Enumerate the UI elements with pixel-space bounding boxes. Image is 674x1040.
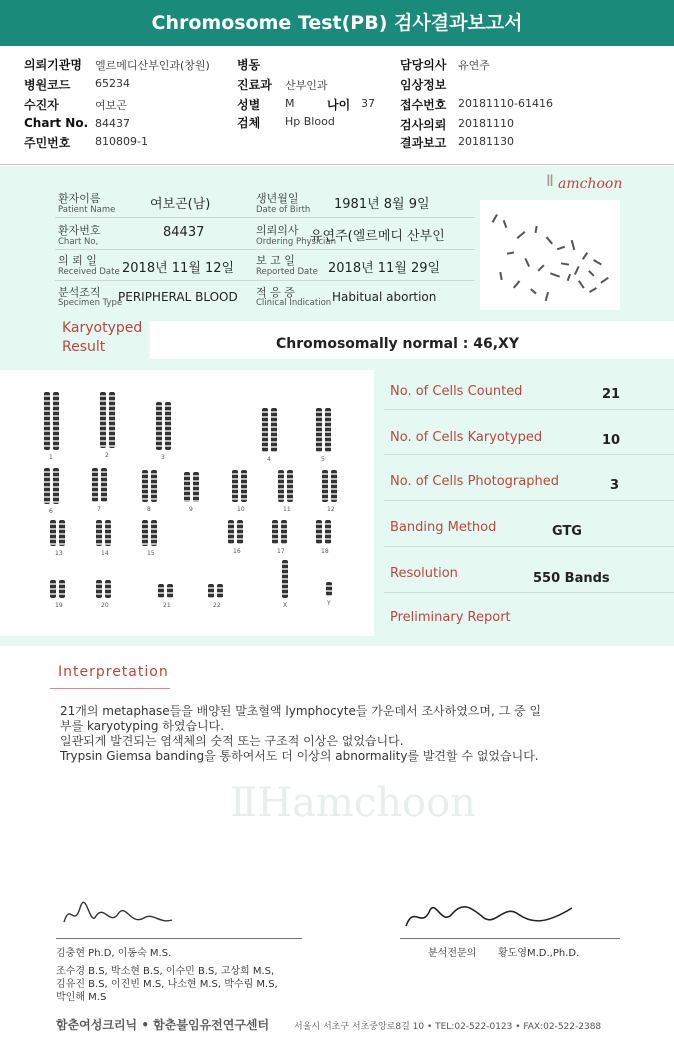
stats-divider bbox=[384, 454, 674, 455]
patient-info-block bbox=[0, 54, 674, 164]
chromosome-number-label: 17 bbox=[277, 548, 285, 555]
dob-value: 1981년 8월 9일 bbox=[334, 197, 430, 212]
received-sub: Received Date bbox=[58, 267, 120, 277]
patient-name-value: 여보곤(남) bbox=[150, 197, 211, 212]
dept-value: 산부인과 bbox=[285, 79, 328, 92]
chromosome-19 bbox=[59, 580, 65, 598]
resolution-label: Resolution bbox=[390, 566, 458, 581]
reported-label: 보 고 일 bbox=[256, 254, 295, 267]
ordering-value: 유연주(엘르메디 산부인 bbox=[310, 229, 445, 244]
dob-sub: Date of Birth bbox=[256, 205, 311, 215]
interpretation-text bbox=[60, 704, 640, 764]
row-divider bbox=[55, 217, 475, 218]
received-value: 2018년 11월 12일 bbox=[122, 261, 235, 276]
chromosome-11 bbox=[278, 470, 284, 502]
cells-counted-value: 21 bbox=[602, 387, 621, 402]
chromosome-6 bbox=[53, 468, 59, 504]
chromosome-20 bbox=[105, 580, 111, 598]
chromosome-number-label: 20 bbox=[101, 602, 109, 609]
chromosome-number-label: 5 bbox=[321, 456, 325, 463]
signature-line bbox=[56, 938, 302, 939]
report-label: 결과보고 bbox=[400, 136, 447, 150]
specimen-value: Hp Blood bbox=[285, 115, 335, 128]
right-signature-image bbox=[400, 896, 580, 936]
chromosome-number-label: 4 bbox=[267, 456, 271, 463]
chromosome-number-label: 6 bbox=[49, 508, 53, 515]
chromosome-21 bbox=[158, 584, 164, 598]
chromosome-number-label: 3 bbox=[161, 454, 165, 461]
code-value: 65234 bbox=[95, 77, 130, 90]
left-signature-image bbox=[60, 898, 180, 936]
chromosome-13 bbox=[50, 520, 56, 546]
cells-photographed-label: No. of Cells Photographed bbox=[390, 474, 559, 489]
chromosome-7 bbox=[101, 468, 107, 502]
request-value: 20181110 bbox=[458, 117, 514, 130]
preliminary-report-label: Preliminary Report bbox=[390, 610, 511, 625]
karyotype-label-line2: Result bbox=[62, 339, 106, 355]
karyotype-label-line1: Karyotyped bbox=[62, 320, 143, 336]
hamchoon-watermark: ⅡHamchoon bbox=[230, 780, 476, 826]
chromosome-2 bbox=[109, 392, 115, 448]
chart-no-value: 84437 bbox=[163, 225, 205, 240]
indication-label: 적 응 증 bbox=[256, 286, 295, 299]
specimen-label: 검체 bbox=[237, 116, 261, 130]
reported-sub: Reported Date bbox=[256, 267, 318, 277]
banding-method-value: GTG bbox=[552, 524, 582, 539]
chromosome-15 bbox=[151, 520, 157, 546]
chromosome-number-label: Y bbox=[327, 600, 331, 607]
report-value: 20181130 bbox=[458, 135, 514, 148]
age-label: 나이 bbox=[327, 98, 351, 112]
received-label: 의 뢰 일 bbox=[58, 254, 97, 267]
chromosome-18 bbox=[325, 520, 331, 544]
chromosome-4 bbox=[271, 408, 277, 452]
chromosome-17 bbox=[272, 520, 278, 544]
left-signer-names: 김충현 Ph.D, 이동숙 M.S. bbox=[56, 948, 172, 959]
chromosome-number-label: 1 bbox=[49, 454, 53, 461]
chromosome-17 bbox=[281, 520, 287, 544]
report-title: Chromosome Test(PB) 검사결과보고서 bbox=[0, 0, 674, 46]
receipt-value: 20181110-61416 bbox=[458, 97, 553, 110]
id-label: 주민번호 bbox=[24, 136, 71, 150]
chromosome-14 bbox=[96, 520, 102, 546]
stats-divider bbox=[384, 546, 674, 547]
chromosome-number-label: 10 bbox=[237, 506, 245, 513]
chromosome-6 bbox=[44, 468, 50, 504]
id-value: 810809-1 bbox=[95, 135, 148, 148]
chromosome-number-label: 21 bbox=[163, 602, 171, 609]
chart-label: Chart No. bbox=[24, 116, 89, 130]
row-divider bbox=[55, 249, 475, 250]
chromosome-14 bbox=[105, 520, 111, 546]
chart-no-label: 환자번호 bbox=[58, 224, 101, 237]
request-label: 검사의뢰 bbox=[400, 118, 447, 132]
watermark-text: Hamchoon bbox=[257, 780, 476, 826]
right-signer-role: 분석전문의 bbox=[428, 948, 477, 959]
chromosome-18 bbox=[316, 520, 322, 544]
chromosome-9 bbox=[193, 472, 199, 502]
chromosome-number-label: 22 bbox=[213, 602, 221, 609]
chromosome-8 bbox=[151, 470, 157, 502]
sex-value: M bbox=[285, 97, 295, 110]
chromosome-number-label: 19 bbox=[55, 602, 63, 609]
stats-divider bbox=[384, 500, 674, 501]
chromosome-20 bbox=[96, 580, 102, 598]
chromosome-3 bbox=[156, 402, 162, 450]
staff-line: 김유진 B.S, 이진빈 M.S, 나소현 M.S, 박수림 M.S, bbox=[56, 979, 278, 990]
interpretation-title: Interpretation bbox=[58, 664, 169, 680]
chromosome-10 bbox=[232, 470, 238, 502]
receipt-label: 접수번호 bbox=[400, 98, 447, 112]
karyotype-result-value: Chromosomally normal : 46,XY bbox=[276, 336, 519, 352]
interpretation-line: 21개의 metaphase들을 배양된 말초혈액 lymphocyte들 가운데서 조사하였으며, 그 중 일 bbox=[60, 704, 542, 718]
chromosome-22 bbox=[208, 584, 214, 598]
banding-method-label: Banding Method bbox=[390, 520, 497, 535]
ordering-sub: Ordering Physician bbox=[256, 237, 336, 247]
cells-photographed-value: 3 bbox=[610, 478, 620, 493]
hospital-label: 의뢰기관명 bbox=[24, 58, 82, 72]
ordering-label: 의뢰의사 bbox=[256, 224, 299, 237]
stats-divider bbox=[384, 592, 674, 593]
karyotype-label bbox=[62, 319, 142, 357]
chromosome-9 bbox=[184, 472, 190, 502]
chromosome-13 bbox=[59, 520, 65, 546]
chromosome-number-label: 9 bbox=[189, 506, 193, 513]
chromosome-1 bbox=[44, 392, 50, 450]
hospital-value: 엘르메디산부인과(창원) bbox=[95, 59, 210, 72]
chromosome-8 bbox=[142, 470, 148, 502]
dob-label: 생년월일 bbox=[256, 192, 299, 205]
chromosome-16 bbox=[237, 520, 243, 544]
chromosome-X bbox=[282, 560, 288, 598]
chromosome-19 bbox=[50, 580, 56, 598]
chromosome-number-label: 13 bbox=[55, 550, 63, 557]
footer-org: 함춘여성크리닉 • 함춘불임유전연구센터 bbox=[56, 1018, 270, 1032]
interpretation-underline bbox=[50, 688, 170, 689]
cells-karyotyped-label: No. of Cells Karyotyped bbox=[390, 430, 543, 445]
chromosome-12 bbox=[322, 470, 328, 502]
chromosome-3 bbox=[165, 402, 171, 450]
chromosome-15 bbox=[142, 520, 148, 546]
footer-address: 서울시 서초구 서초중앙로8길 10 • TEL:02-522-0123 • FAX:02-522-2388 bbox=[294, 1022, 602, 1032]
chromosome-number-label: 18 bbox=[321, 548, 329, 555]
interpretation-line: 부를 karyotyping 하였습니다. bbox=[60, 719, 225, 733]
chromosome-number-label: X bbox=[283, 602, 288, 609]
indication-sub: Clinical Indication bbox=[256, 298, 332, 308]
interpretation-line: 일관되게 발견되는 염색체의 숫적 또는 구조적 이상은 없었습니다. bbox=[60, 734, 404, 748]
stats-divider bbox=[384, 409, 674, 410]
divider bbox=[0, 164, 674, 165]
chromosome-4 bbox=[262, 408, 268, 452]
interpretation-line: Trypsin Giemsa banding을 통하여서도 더 이상의 abnormality를 발견할 수 없었습니다. bbox=[60, 749, 539, 763]
chromosome-number-label: 11 bbox=[283, 506, 291, 513]
chromosome-Y bbox=[326, 582, 332, 596]
specimen-type-label: 분석조직 bbox=[58, 286, 101, 299]
chart-value: 84437 bbox=[95, 117, 130, 130]
right-signer-name: 황도영M.D.,Ph.D. bbox=[498, 948, 580, 959]
karyogram-image bbox=[0, 370, 374, 636]
cells-counted-label: No. of Cells Counted bbox=[390, 384, 523, 399]
chromosome-5 bbox=[325, 408, 331, 452]
doctor-value: 유연주 bbox=[458, 59, 490, 72]
clinical-label: 임상정보 bbox=[400, 78, 447, 92]
patient-name-label: 환자이름 bbox=[58, 192, 101, 205]
chromosome-number-label: 7 bbox=[97, 506, 101, 513]
chromosome-1 bbox=[53, 392, 59, 450]
chromosome-10 bbox=[241, 470, 247, 502]
chromosome-2 bbox=[100, 392, 106, 448]
metaphase-spread-image bbox=[480, 200, 620, 310]
chromosome-11 bbox=[287, 470, 293, 502]
chromosome-number-label: 12 bbox=[327, 506, 335, 513]
indication-value: Habitual abortion bbox=[332, 290, 437, 304]
signature-line bbox=[400, 938, 620, 939]
chromosome-number-label: 15 bbox=[147, 550, 155, 557]
ward-label: 병동 bbox=[237, 58, 261, 72]
age-value: 37 bbox=[361, 97, 375, 110]
chromosome-21 bbox=[167, 584, 173, 598]
chromosome-number-label: 8 bbox=[147, 506, 151, 513]
staff-line: 박인해 M.S bbox=[56, 992, 107, 1003]
chromosome-22 bbox=[217, 584, 223, 598]
staff-line: 조수경 B.S, 박소현 B.S, 이수민 B.S, 고상희 M.S, bbox=[56, 966, 275, 977]
chart-no-sub: Chart No, bbox=[58, 237, 99, 247]
specimen-type-value: PERIPHERAL BLOOD bbox=[118, 290, 238, 304]
chromosome-number-label: 16 bbox=[233, 548, 241, 555]
chromosome-5 bbox=[316, 408, 322, 452]
name-value: 여보곤 bbox=[95, 99, 127, 112]
chromosome-number-label: 14 bbox=[101, 550, 109, 557]
logo-mark-icon: Ⅱ bbox=[546, 171, 554, 190]
chromosome-16 bbox=[228, 520, 234, 544]
resolution-value: 550 Bands bbox=[533, 571, 610, 586]
chromosome-12 bbox=[331, 470, 337, 502]
doctor-label: 담당의사 bbox=[400, 58, 447, 72]
dept-label: 진료과 bbox=[237, 78, 272, 92]
row-divider bbox=[55, 280, 475, 281]
reported-value: 2018년 11월 29일 bbox=[328, 261, 441, 276]
patient-name-sub: Patient Name bbox=[58, 205, 116, 215]
chromosome-7 bbox=[92, 468, 98, 502]
chromosome-number-label: 2 bbox=[105, 452, 109, 459]
sex-label: 성별 bbox=[237, 98, 261, 112]
stats-panel bbox=[374, 370, 674, 636]
name-label: 수진자 bbox=[24, 98, 59, 112]
specimen-type-sub: Specimen Type bbox=[58, 298, 123, 308]
code-label: 병원코드 bbox=[24, 78, 71, 92]
amchoon-logo: amchoon bbox=[558, 176, 623, 192]
cells-karyotyped-value: 10 bbox=[602, 433, 621, 448]
